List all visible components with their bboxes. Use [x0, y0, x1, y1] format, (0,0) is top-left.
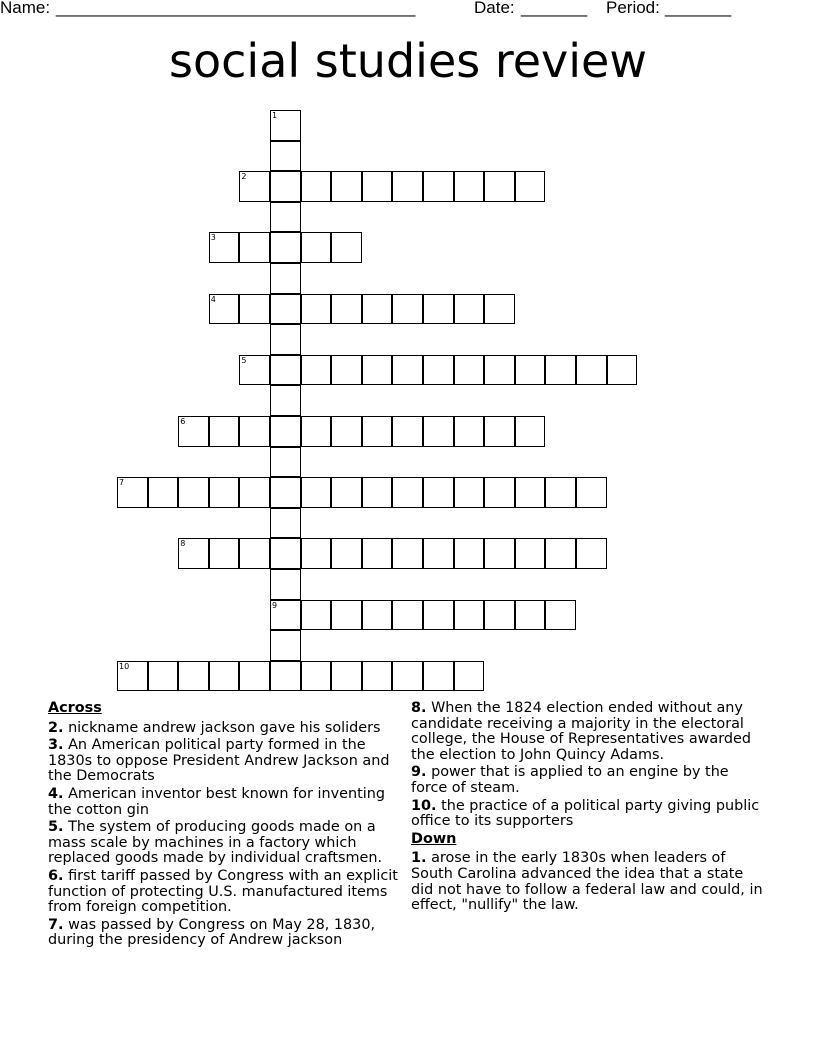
crossword-cell[interactable]: [484, 538, 515, 569]
clue-across-6: 6. first tariff passed by Congress with an explicit function of protecting U.S. manufactured items from foreign competition.: [48, 867, 398, 916]
crossword-cell[interactable]: [270, 110, 301, 141]
crossword-cell[interactable]: [423, 600, 454, 631]
crossword-cell[interactable]: [423, 416, 454, 447]
crossword-cell[interactable]: [270, 630, 301, 661]
crossword-cell[interactable]: [484, 355, 515, 386]
crossword-cell[interactable]: [178, 538, 209, 569]
crossword-cell[interactable]: [484, 294, 515, 325]
crossword-cell[interactable]: [576, 355, 607, 386]
crossword-cell[interactable]: [454, 294, 485, 325]
crossword-cell[interactable]: [331, 416, 362, 447]
crossword-cell[interactable]: [362, 416, 393, 447]
crossword-cell[interactable]: [515, 600, 546, 631]
crossword-cell[interactable]: [484, 477, 515, 508]
clue-across-3: 3. An American political party formed in the 1830s to oppose President Andrew Jackson and the Democrats: [48, 737, 390, 785]
clue-across-9: 9. power that is applied to an engine by the force of steam.: [411, 764, 729, 796]
crossword-cell[interactable]: [454, 416, 485, 447]
crossword-cell[interactable]: [270, 232, 301, 263]
crossword-cell[interactable]: [362, 171, 393, 202]
clue-number-label: 8: [180, 539, 186, 549]
crossword-cell[interactable]: [331, 171, 362, 202]
crossword-cell[interactable]: [423, 661, 454, 692]
crossword-cell[interactable]: [270, 508, 301, 539]
clue-number-label: 10: [119, 661, 130, 671]
crossword-cell[interactable]: [301, 661, 332, 692]
crossword-cell[interactable]: [301, 355, 332, 386]
clue-number-label: 3: [210, 233, 216, 243]
period-blank[interactable]: _______: [665, 0, 732, 17]
across-heading: Across: [48, 700, 102, 716]
crossword-cell[interactable]: [209, 294, 240, 325]
crossword-cell[interactable]: [270, 600, 301, 631]
crossword-cell[interactable]: [515, 538, 546, 569]
clue-number-label: 1: [272, 111, 278, 120]
crossword-cell[interactable]: [362, 477, 393, 508]
clue-across-7: 7. was passed by Congress on May 28, 1830, during the presidency of Andrew jackson: [48, 916, 376, 949]
crossword-cell[interactable]: [454, 355, 485, 386]
date-blank[interactable]: _______: [521, 0, 588, 17]
crossword-cell[interactable]: [331, 661, 362, 692]
page-title: social studies review: [169, 34, 647, 88]
crossword-cell[interactable]: [454, 171, 485, 202]
crossword-cell[interactable]: [239, 232, 270, 263]
clue-number-label: 4: [210, 294, 216, 304]
crossword-cell[interactable]: [209, 661, 240, 692]
name-label: Name:: [0, 0, 51, 17]
crossword-cell[interactable]: [454, 538, 485, 569]
crossword-cell[interactable]: [331, 355, 362, 386]
crossword-cell[interactable]: [362, 661, 393, 692]
crossword-cell[interactable]: [392, 294, 423, 325]
clue-number-label: 5: [241, 355, 247, 365]
crossword-cell[interactable]: [545, 355, 576, 386]
crossword-cell[interactable]: [607, 355, 638, 386]
clue-across-2: 2. nickname andrew jackson gave his soliders: [48, 719, 381, 736]
crossword-cell[interactable]: [239, 538, 270, 569]
crossword-cell[interactable]: [331, 538, 362, 569]
crossword-cell[interactable]: [239, 171, 270, 202]
crossword-cell[interactable]: [270, 385, 301, 416]
crossword-cell[interactable]: [454, 600, 485, 631]
crossword-cell[interactable]: [270, 569, 301, 600]
crossword-cell[interactable]: [331, 232, 362, 263]
crossword-cell[interactable]: [239, 661, 270, 692]
crossword-cell[interactable]: [301, 600, 332, 631]
crossword-cell[interactable]: [239, 355, 270, 386]
crossword-cell[interactable]: [515, 171, 546, 202]
crossword-cell[interactable]: [331, 294, 362, 325]
clue-number-label: 2: [241, 172, 247, 182]
date-label: Date:: [474, 0, 515, 17]
crossword-cell[interactable]: [423, 477, 454, 508]
crossword-cell[interactable]: [362, 294, 393, 325]
crossword-cell[interactable]: [239, 416, 270, 447]
crossword-cell[interactable]: [209, 416, 240, 447]
crossword-cell[interactable]: [423, 538, 454, 569]
crossword-cell[interactable]: [178, 477, 209, 508]
crossword-cell[interactable]: [178, 661, 209, 692]
crossword-cell[interactable]: [576, 477, 607, 508]
crossword-cell[interactable]: [362, 355, 393, 386]
period-label: Period:: [606, 0, 660, 17]
crossword-cell[interactable]: [117, 477, 148, 508]
crossword-cell[interactable]: [270, 263, 301, 294]
crossword-cell[interactable]: [178, 416, 209, 447]
crossword-cell[interactable]: [209, 232, 240, 263]
crossword-cell[interactable]: [209, 477, 240, 508]
crossword-cell[interactable]: [270, 171, 301, 202]
crossword-cell[interactable]: [392, 416, 423, 447]
crossword-cell[interactable]: [392, 538, 423, 569]
crossword-cell[interactable]: [423, 171, 454, 202]
crossword-cell[interactable]: [331, 477, 362, 508]
crossword-cell[interactable]: [117, 661, 148, 692]
crossword-cell[interactable]: [270, 141, 301, 172]
crossword-cell[interactable]: [576, 538, 607, 569]
crossword-cell[interactable]: [270, 355, 301, 386]
clue-across-10: 10. the practice of a political party giving public office to its supporters: [411, 797, 760, 830]
crossword-cell[interactable]: [270, 324, 301, 355]
clue-number-label: 6: [180, 417, 186, 426]
crossword-cell[interactable]: [148, 477, 179, 508]
crossword-cell[interactable]: [301, 294, 332, 325]
clue-across-5: 5. The system of producing goods made on a mass scale by machines in a factory which replaced goods made by individual craftsmen.: [48, 819, 383, 867]
clue-across-4: 4. American inventor best known for inventing the cotton gin: [48, 785, 385, 818]
crossword-cell[interactable]: [423, 294, 454, 325]
name-blank[interactable]: ______________________________________: [56, 0, 416, 17]
clues-column-right: [411, 701, 769, 916]
crossword-cell[interactable]: [484, 416, 515, 447]
crossword-cell[interactable]: [239, 477, 270, 508]
crossword-cell[interactable]: [484, 600, 515, 631]
crossword-cell[interactable]: [209, 538, 240, 569]
crossword-cell[interactable]: [545, 600, 576, 631]
crossword-cell[interactable]: [301, 232, 332, 263]
down-heading: Down: [411, 830, 457, 847]
crossword-cell[interactable]: [423, 355, 454, 386]
clue-number-label: 9: [272, 600, 278, 610]
clue-number-label: 7: [119, 478, 125, 488]
crossword-cell[interactable]: [270, 477, 301, 508]
crossword-cell[interactable]: [301, 538, 332, 569]
crossword-cell[interactable]: [301, 477, 332, 508]
crossword-cell[interactable]: [148, 661, 179, 692]
crossword-cell[interactable]: [454, 661, 485, 692]
crossword-cell[interactable]: [270, 294, 301, 325]
crossword-cell[interactable]: [270, 447, 301, 478]
crossword-cell[interactable]: [270, 661, 301, 692]
crossword-cell[interactable]: [270, 202, 301, 233]
crossword-cell[interactable]: [515, 416, 546, 447]
crossword-cell[interactable]: [392, 355, 423, 386]
crossword-cell[interactable]: [362, 538, 393, 569]
crossword-cell[interactable]: [545, 538, 576, 569]
crossword-cell[interactable]: [270, 416, 301, 447]
crossword-cell[interactable]: [270, 538, 301, 569]
clue-down-1: 1. arose in the early 1830s when leaders of South Carolina advanced the idea that a state did not have to follow a federal law and could, in effect, "nullify" the law.: [411, 850, 763, 914]
crossword-cell[interactable]: [392, 477, 423, 508]
crossword-cell[interactable]: [515, 355, 546, 386]
crossword-cell[interactable]: [392, 600, 423, 631]
crossword-cell[interactable]: [392, 661, 423, 692]
clue-across-8: 8. When the 1824 election ended without any candidate receiving a majority in the electoral college, the House of Representatives awarded the election to John Quincy Adams.: [411, 700, 752, 763]
crossword-cell[interactable]: [362, 600, 393, 631]
crossword-cell[interactable]: [545, 477, 576, 508]
crossword-cell[interactable]: [515, 477, 546, 508]
clues-column-left: [48, 701, 398, 951]
crossword-cell[interactable]: [239, 294, 270, 325]
crossword-cell[interactable]: [301, 171, 332, 202]
crossword-cell[interactable]: [301, 416, 332, 447]
crossword-cell[interactable]: [331, 600, 362, 631]
crossword-cell[interactable]: [454, 477, 485, 508]
crossword-cell[interactable]: [484, 171, 515, 202]
crossword-cell[interactable]: [392, 171, 423, 202]
